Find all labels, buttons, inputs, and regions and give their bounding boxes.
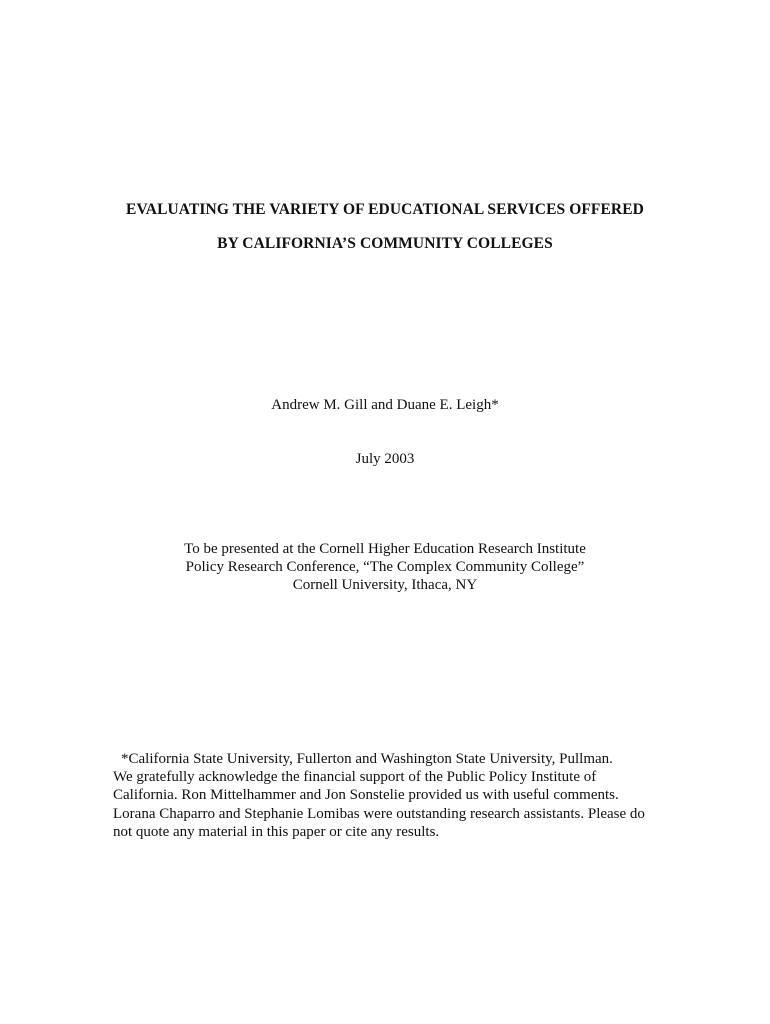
conference-note-line: To be presented at the Cornell Higher Education Research Institute bbox=[184, 541, 586, 557]
publication-date: July 2003 bbox=[355, 451, 415, 467]
footnote-line: We gratefully acknowledge the financial support of the Public Policy Institute of bbox=[113, 769, 597, 786]
footnote-line: *California State University, Fullerton and Washington State University, Pullman. bbox=[121, 751, 613, 767]
author-footnote bbox=[113, 750, 673, 841]
conference-note bbox=[0, 540, 770, 594]
author-line: Andrew M. Gill and Duane E. Leigh* bbox=[271, 397, 499, 413]
conference-note-line: Cornell University, Ithaca, NY bbox=[292, 577, 478, 593]
footnote-line: Lorana Chaparro and Stephanie Lomibas were outstanding research assistants. Please do bbox=[113, 805, 645, 822]
footnote-line: not quote any material in this paper or cite any results. bbox=[113, 823, 440, 840]
paper-title-line-2: BY CALIFORNIA’S COMMUNITY COLLEGES bbox=[217, 235, 553, 252]
paper-title-line-1: EVALUATING THE VARIETY OF EDUCATIONAL SERVICES OFFERED bbox=[126, 201, 644, 218]
conference-note-line: Policy Research Conference, “The Complex Community College” bbox=[185, 559, 585, 575]
footnote-line: California. Ron Mittelhammer and Jon Sonstelie provided us with useful comments. bbox=[113, 787, 619, 804]
